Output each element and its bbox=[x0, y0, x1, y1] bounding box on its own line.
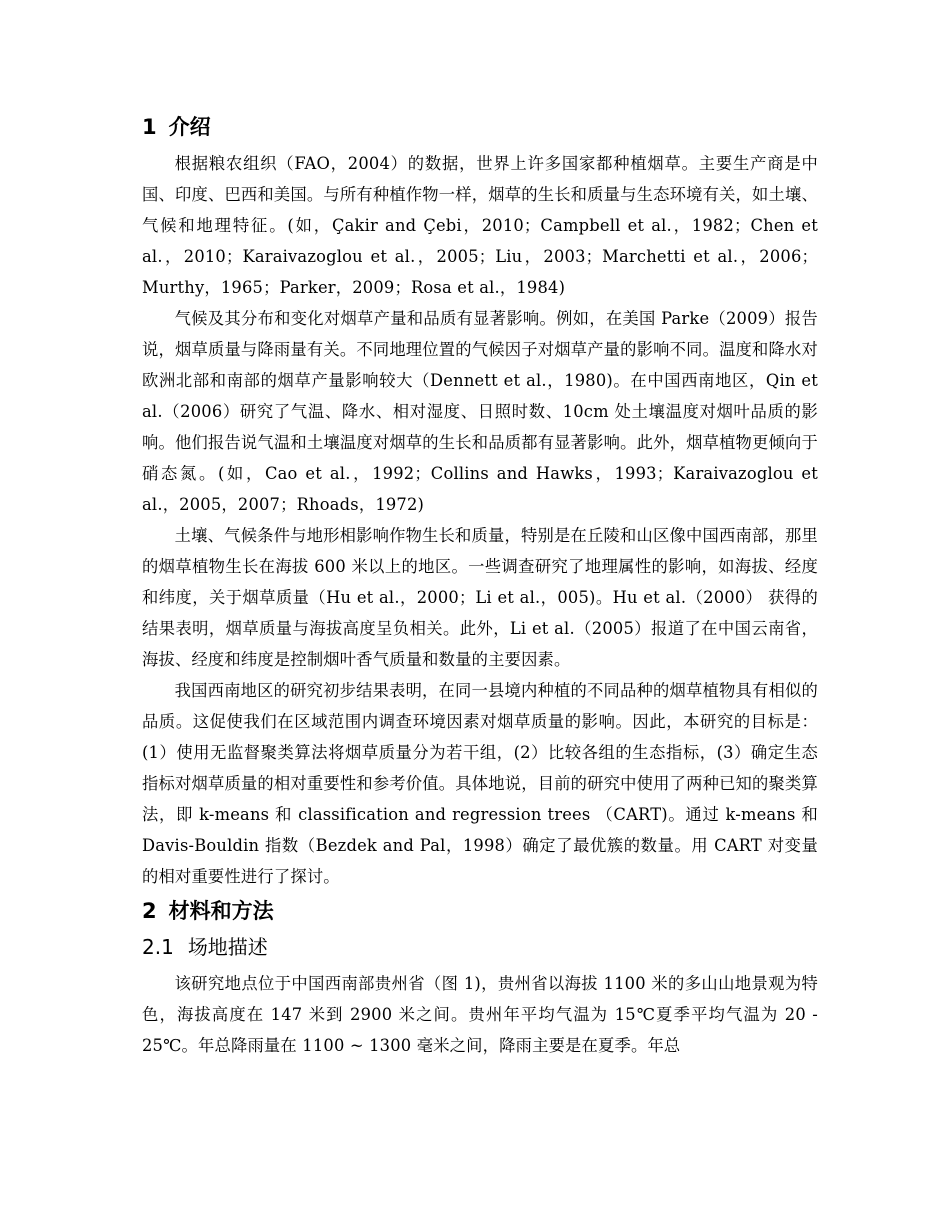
section-1-heading bbox=[142, 112, 818, 142]
paragraph: 气候及其分布和变化对烟草产量和品质有显著影响。例如，在美国 Parke（2009）报告说，烟草质量与降雨量有关。不同地理位置的气候因子对烟草产量的影响不同。温度和降水对欧洲北部和南部的烟草产量影响较大（Dennett et al.，1980)。在中国西南地区，Qin et al.（2006）研究了气温、降水、相对湿度、日照时数、10cm 处土壤温度对烟叶品质的影响。他们报告说气温和土壤温度对烟草的生长和品质都有显著影响。此外，烟草植物更倾向于硝态氮。(如，Cao et al.，1992；Collins and Hawks，1993；Karaivazoglou et al.，2005，2007；Rhoads，1972) bbox=[142, 309, 818, 514]
paragraph: 我国西南地区的研究初步结果表明，在同一县境内种植的不同品种的烟草植物具有相似的品质。这促使我们在区域范围内调查环境因素对烟草质量的影响。因此，本研究的目标是：(1）使用无监督聚类算法将烟草质量分为若干组，(2）比较各组的生态指标，(3）确定生态指标对烟草质量的相对重要性和参考价值。具体地说，目前的研究中使用了两种已知的聚类算法，即 k-means 和 classification and regression trees （CART)。通过 k-means 和 Davis-Bouldin 指数（Bezdek and Pal，1998）确定了最优簇的数量。用 CART 对变量的相对重要性进行了探讨。 bbox=[142, 681, 818, 886]
section-title: 介绍 bbox=[168, 115, 211, 139]
paragraph: 土壤、气候条件与地形相影响作物生长和质量，特别是在丘陵和山区像中国西南部，那里的烟草植物生长在海拔 600 米以上的地区。一些调查研究了地理属性的影响，如海拔、经度和纬度，关于烟草质量（Hu et al.，2000；Li et al.，005)。Hu et al.（2000） 获得的结果表明，烟草质量与海拔高度呈负相关。此外，Li et al.（2005）报道了在中国云南省，海拔、经度和纬度是控制烟叶香气质量和数量的主要因素。 bbox=[142, 526, 818, 669]
document-page bbox=[142, 112, 818, 1061]
section-number: 2 bbox=[142, 899, 157, 923]
section-title: 材料和方法 bbox=[168, 899, 274, 923]
paragraph: 该研究地点位于中国西南部贵州省（图 1)，贵州省以海拔 1100 米的多山山地景观为特色，海拔高度在 147 米到 2900 米之间。贵州年平均气温为 15℃夏季平均气温为 20 - 25℃。年总降雨量在 1100 ~ 1300 毫米之间，降雨主要是在夏季。年总 bbox=[142, 974, 818, 1055]
subsection-title: 场地描述 bbox=[187, 935, 268, 959]
subsection-2-1-heading bbox=[142, 932, 818, 962]
paragraph: 根据粮农组织（FAO，2004）的数据，世界上许多国家都种植烟草。主要生产商是中国、印度、巴西和美国。与所有种植作物一样，烟草的生长和质量与生态环境有关，如土壤、气候和地理特征。(如，Çakir and Çebi，2010；Campbell et al.，1982；Chen et al.，2010；Karaivazoglou et al.，2005；Liu，2003；Marchetti et al.，2006；Murthy，1965；Parker，2009；Rosa et al.，1984) bbox=[142, 154, 818, 297]
section-2-heading bbox=[142, 896, 818, 926]
subsection-number: 2.1 bbox=[142, 935, 174, 959]
section-number: 1 bbox=[142, 115, 157, 139]
